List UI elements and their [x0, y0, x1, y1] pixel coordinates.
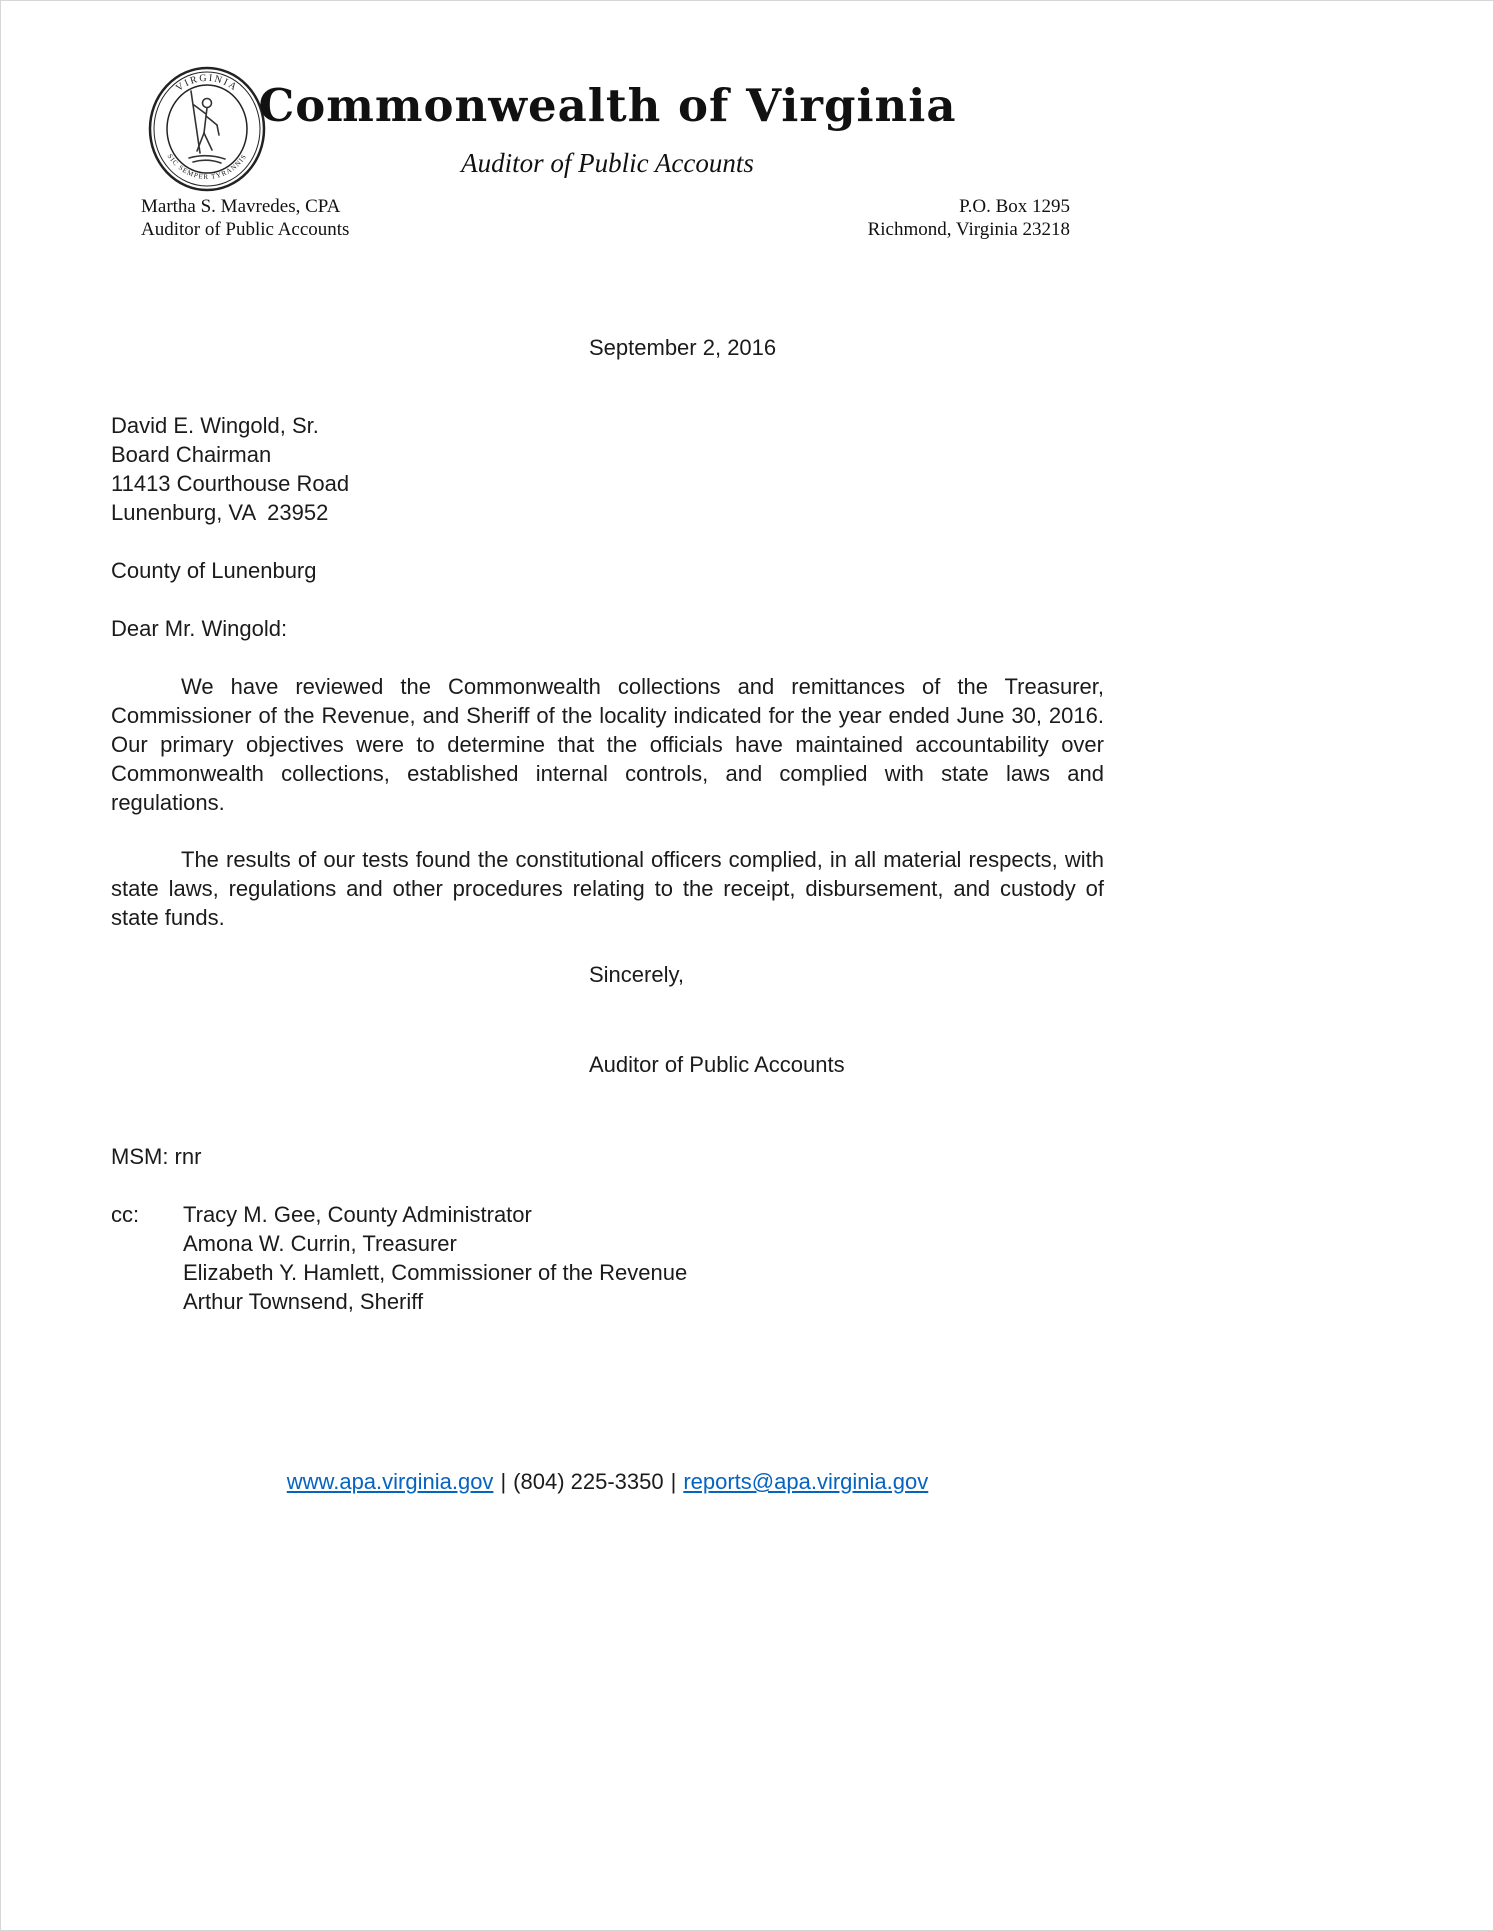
cc-recipient: Tracy M. Gee, County Administrator [183, 1202, 532, 1227]
city-line: Richmond, Virginia 23218 [867, 219, 1070, 240]
cc-recipient: Amona W. Currin, Treasurer [183, 1231, 457, 1256]
footer-phone: (804) 225-3350 [513, 1469, 664, 1494]
footer-separator: | [500, 1469, 507, 1494]
footer-contact-line [111, 1467, 1104, 1496]
org-subtitle: Auditor of Public Accounts [461, 148, 754, 178]
footer-email-link[interactable]: reports@apa.virginia.gov [683, 1469, 929, 1494]
office-address [868, 195, 1070, 241]
letterhead [1, 1, 1493, 251]
body-paragraph: We have reviewed the Commonwealth collections and remittances of the Treasurer, Commissioner of the Revenue, and Sheriff of the locality indicated for the year ended June 30, 2016. Our primary objectives were to determine that the officials have maintained accountability over Commonwealth collections, established internal controls, and complied with state laws and regulations. [111, 674, 1104, 815]
letterhead-title-block [111, 79, 1104, 182]
cc-label: cc: [111, 1202, 140, 1227]
footer-separator: | [670, 1469, 677, 1494]
signature-title: Auditor of Public Accounts [589, 1052, 845, 1077]
reference-initials: MSM: rnr [111, 1144, 202, 1169]
cc-recipient: Arthur Townsend, Sheriff [183, 1289, 424, 1314]
org-name: Commonwealth of Virginia [258, 79, 957, 132]
official-name: Martha S. Mavredes, CPA [141, 196, 341, 217]
cc-list [183, 1200, 687, 1316]
cc-block [111, 1200, 1104, 1316]
official-info [141, 195, 349, 241]
salutation: Dear Mr. Wingold: [111, 616, 288, 641]
recipient-title: Board Chairman [111, 442, 272, 467]
cc-recipient: Elizabeth Y. Hamlett, Commissioner of the Revenue [183, 1260, 688, 1285]
recipient-city-state-zip: Lunenburg, VA 23952 [111, 500, 329, 525]
svg-text:SIC SEMPER TYRANNIS: SIC SEMPER TYRANNIS [165, 152, 249, 182]
recipient-address-block [111, 411, 1104, 527]
official-title: Auditor of Public Accounts [141, 219, 350, 240]
footer-website-link[interactable]: www.apa.virginia.gov [286, 1469, 494, 1494]
svg-text:VIRGINIA: VIRGINIA [174, 72, 240, 94]
letter-body [111, 251, 1104, 1316]
letter-date: September 2, 2016 [589, 335, 777, 360]
locality-line: County of Lunenburg [111, 558, 317, 583]
po-box-line: P.O. Box 1295 [959, 196, 1070, 217]
recipient-street: 11413 Courthouse Road [111, 471, 350, 496]
closing: Sincerely, [589, 962, 684, 987]
recipient-name: David E. Wingold, Sr. [111, 413, 319, 438]
body-paragraph: The results of our tests found the constitutional officers complied, in all material respects, with state laws, regulations and other procedures relating to the receipt, disbursement, and custody of state funds. [111, 847, 1104, 930]
